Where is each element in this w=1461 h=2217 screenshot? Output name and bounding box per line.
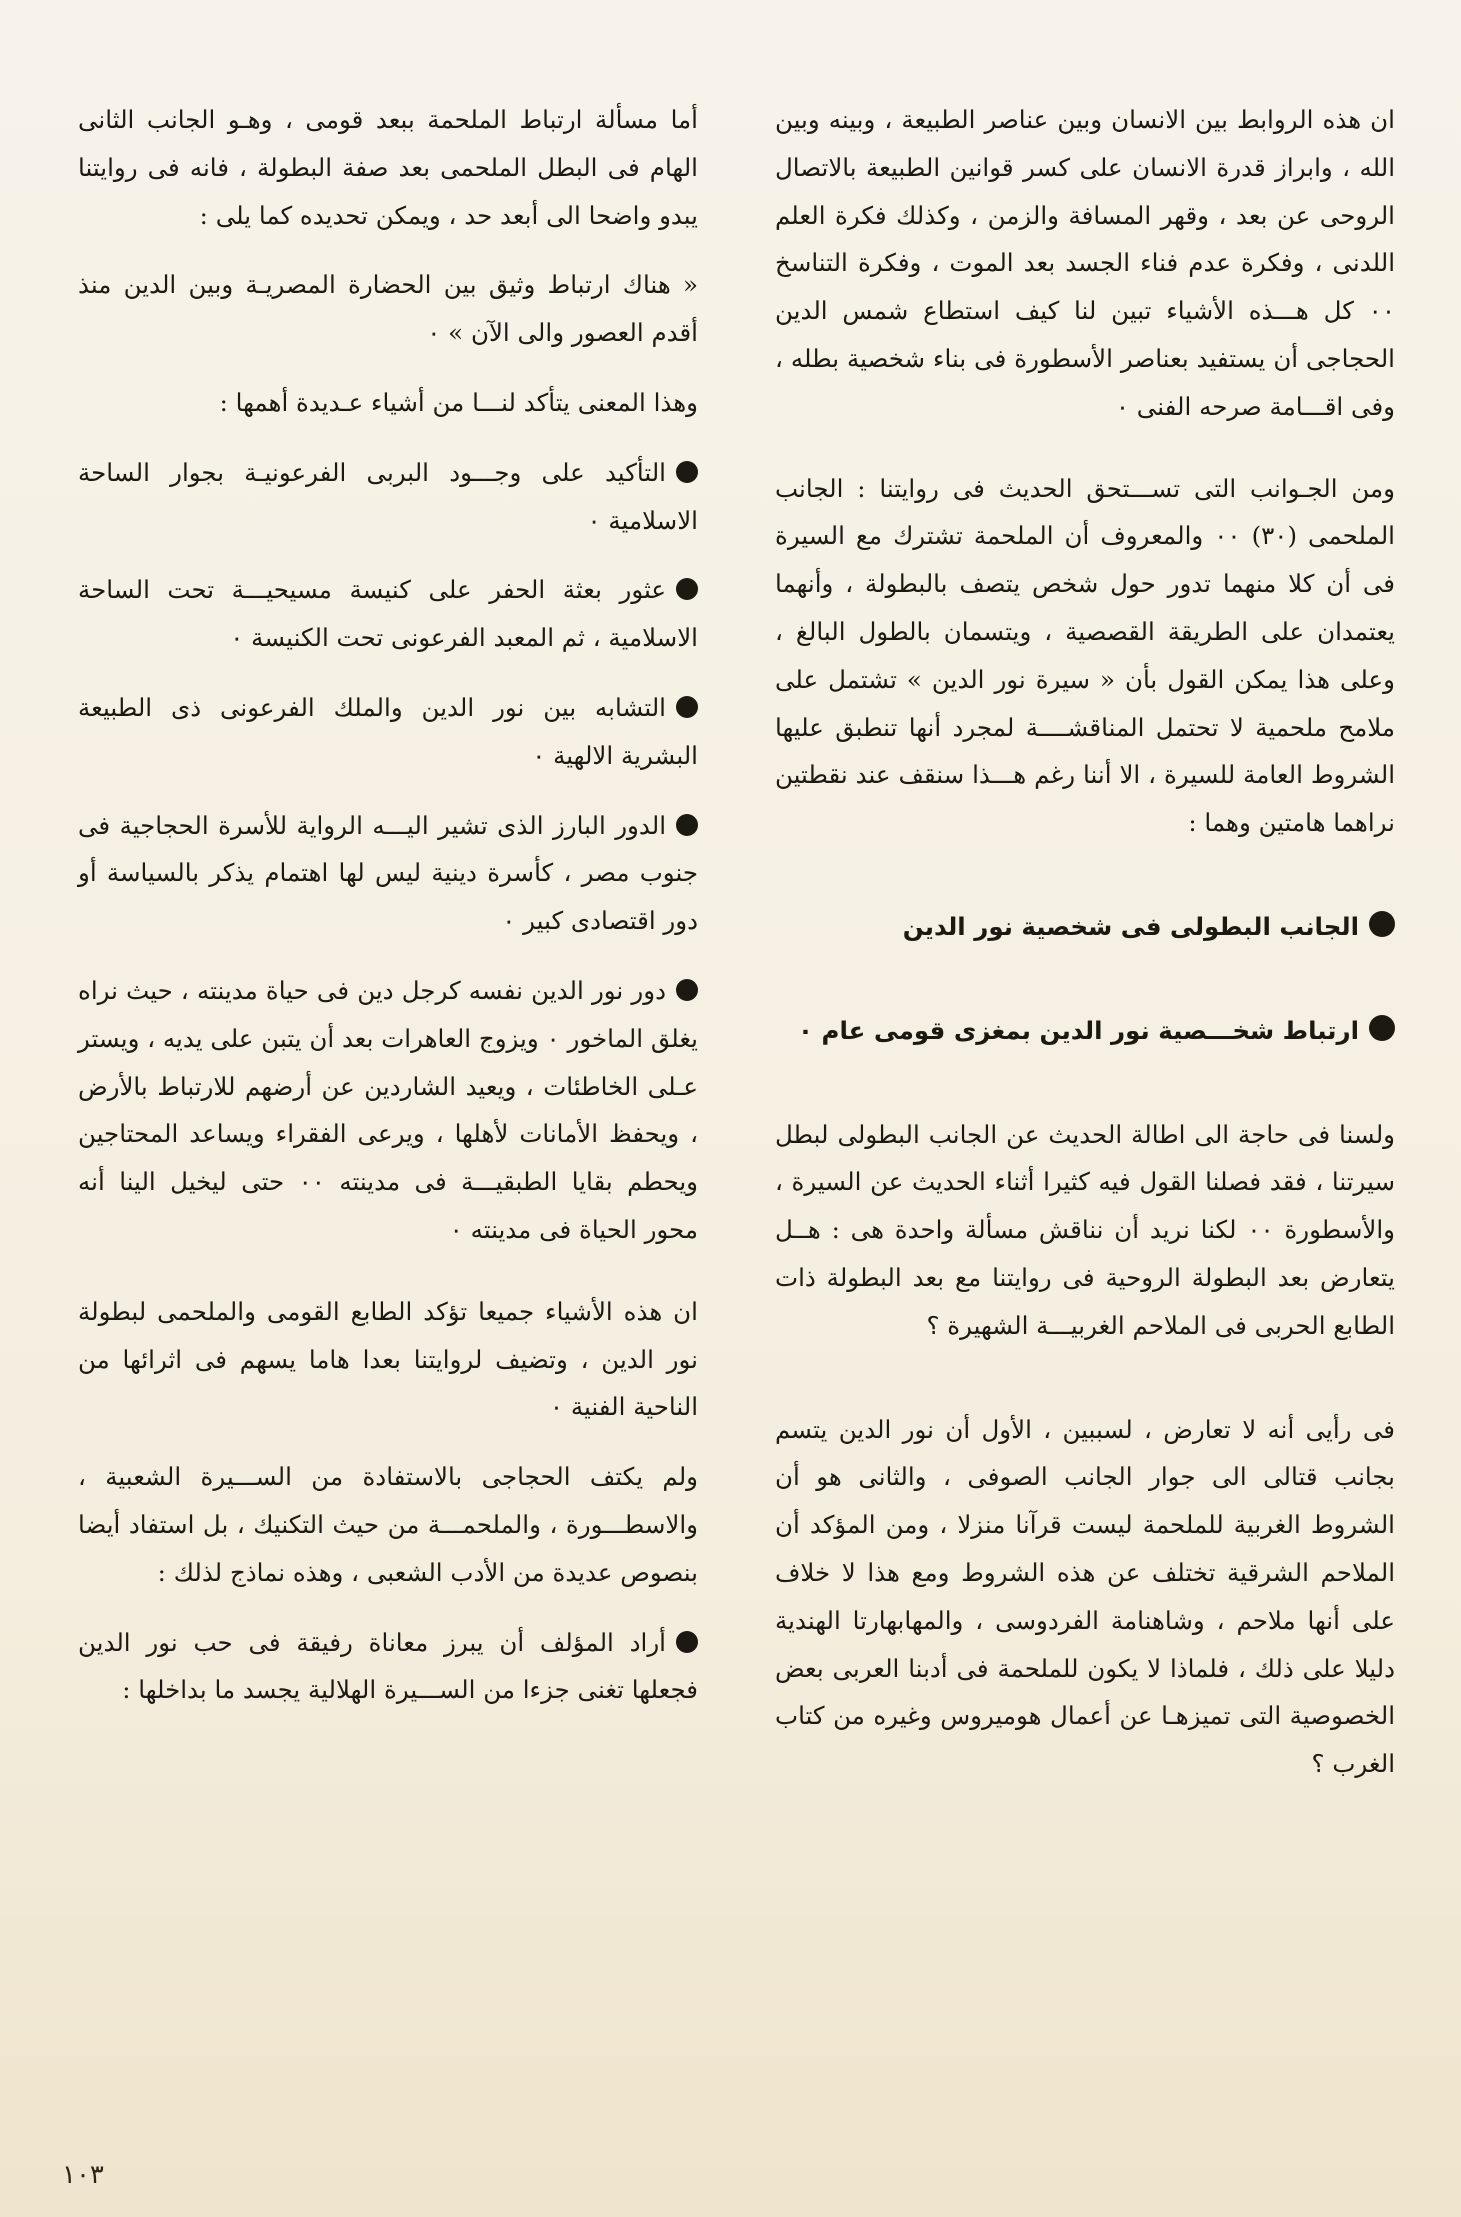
bullet-text: التشابه بين نور الدين والملك الفرعونى ذى الطبيعة البشرية الالهية ٠ xyxy=(78,692,698,770)
bullet-item xyxy=(78,566,698,662)
bullet-text: الدور البارز الذى تشير اليـــه الرواية للأسرة الحجاجية فى جنوب مصر ، كأسرة دينية ليس لها اهتمام يذكر بالسياسة أو دور اقتصادى كبير ٠ xyxy=(78,810,698,936)
paragraph: ومن الجـوانب التى تســـتحق الحديث فى روايتنا : الجانب الملحمى (٣٠) ٠٠ والمعروف أن الملحمة تشترك مع السيرة فى أن كلا منهما تدور حول شخص يتصف بالبطولة ، وأنهما يعتمدان على الطريقة القصصية ، ويتسمان بالطول البالغ ، وعلى هذا يمكن القول بأن « سيرة نور الدين » تشتمل على ملامح ملحمية لا تحتمل المناقشــــة لمجرد أنها تنطبق عليها الشروط العامة للسيرة ، الا أننا رغم هـــذا سنقف عند نقطتين نراهما هامتين وهما : xyxy=(775,473,1395,838)
bullet-item xyxy=(78,684,698,780)
section-heading xyxy=(775,1007,1395,1055)
section-heading xyxy=(775,903,1395,951)
bullet-icon xyxy=(676,461,698,483)
bullet-item xyxy=(78,967,698,1254)
bullet-icon xyxy=(676,1631,698,1653)
bullet-icon xyxy=(676,814,698,836)
paragraph: ان هذه الأشياء جميعا تؤكد الطابع القومى والملحمى لبطولة نور الدين ، وتضيف لروايتنا بعدا هاما يسهم فى اثرائها من الناحية الفنية ٠ xyxy=(78,1296,698,1422)
heading-text: الجانب البطولى فى شخصية نور الدين xyxy=(902,911,1359,941)
quote: « هناك ارتباط وثيق بين الحضارة المصريـة وبين الدين منذ أقدم العصور والى الآن » ٠ xyxy=(78,270,698,348)
bullet-item xyxy=(78,802,698,945)
bullet-icon xyxy=(676,979,698,1001)
paragraph: فى رأيى أنه لا تعارض ، لسببين ، الأول أن نور الدين يتسم بجانب قتالى الى جوار الجانب الصوفى ، والثانى هو أن الشروط الغربية للملحمة ليست قرآنا منزلا ، ومن المؤكد أن الملاحم الشرقية تختلف عن هذه الشروط ومع هذا لا خلاف على أنها ملاحم ، وشاهنامة الفردوسى ، والمهابهارتا الهندية دليلا على ذلك ، فلماذا لا يكون للملحمة فى أدبنا العربى بعض الخصوصية التى تميزهـا عن أعمال هوميروس وغيره من كتاب الغرب ؟ xyxy=(775,1414,1395,1779)
paragraph: ان هذه الروابط بين الانسان وبين عناصر الطبيعة ، وبينه وبين الله ، وابراز قدرة الانسان على كسر قوانين الطبيعة بالاتصال الروحى عن بعد ، وقهر المسافة والزمن ، وكذلك فكرة العلم اللدنى ، وفكرة عدم فناء الجسد بعد الموت ، وفكرة التناسخ ٠٠ كل هـــذه الأشياء تبين لنا كيف استطاع شمس الدين الحجاجى أن يستفيد بعناصر الأسطورة فى بناء شخصية بطله ، وفى اقـــامة صرحه الفنى ٠ xyxy=(775,105,1395,421)
paragraph: ولم يكتف الحجاجى بالاستفادة من الســـيرة الشعبية ، والاسطـــورة ، والملحمـــة من حيث التكنيك ، بل استفاد أيضا بنصوص عديدة من الأدب الشعبى ، وهذه نماذج لذلك : xyxy=(78,1462,698,1587)
right-column xyxy=(775,96,1395,1788)
paragraph: أما مسألة ارتباط الملحمة ببعد قومى ، وهـو الجانب الثانى الهام فى البطل الملحمى بعد صفة البطولة ، فانه فى روايتنا يبدو واضحا الى أبعد حد ، ويمكن تحديده كما يلى : xyxy=(78,105,698,230)
paragraph: وهذا المعنى يتأكد لنـــا من أشياء عـديدة أهمها : xyxy=(219,387,698,417)
bullet-text: دور نور الدين نفسه كرجل دين فى حياة مدينته ، حيث نراه يغلق الماخور ٠ ويزوج العاهرات بعد أن يتبن على يديه ، ويستر عـلى الخاطئات ، ويعيد الشاردين عن أرضهم للارتباط بالأرض ، ويحفظ الأمانات لأهلها ، ويرعى الفقراء ويساعد المحتاجين ويحطم بقايا الطبقيـــة فى مدينته ٠٠ حتى ليخيل الينا أنه محور الحياة فى مدينته ٠ xyxy=(78,975,699,1244)
heading-text: ارتباط شخـــصية نور الدين بمغزى قومى عام ٠ xyxy=(798,1015,1359,1045)
bullet-item xyxy=(78,449,698,545)
bullet-text: أراد المؤلف أن يبرز معاناة رفيقة فى حب نور الدين فجعلها تغنى جزءا من الســـيرة الهلالية يجسد ما بداخلها : xyxy=(78,1627,698,1705)
bullet-icon xyxy=(1369,1015,1395,1041)
page-number: ١٠٣ xyxy=(62,2160,104,2190)
bullet-item xyxy=(78,1619,698,1715)
bullet-icon xyxy=(676,578,698,600)
bullet-icon xyxy=(676,696,698,718)
left-column xyxy=(78,96,698,1714)
bullet-text: التأكيد على وجـــود البربى الفرعونيـة بجوار الساحة الاسلامية ٠ xyxy=(78,457,698,535)
bullet-text: عثور بعثة الحفر على كنيسة مسيحيـــة تحت الساحة الاسلامية ، ثم المعبد الفرعونى تحت الكنيسة ٠ xyxy=(78,575,698,653)
paragraph: ولسنا فى حاجة الى اطالة الحديث عن الجانب البطولى لبطل سيرتنا ، فقد فصلنا القول فيه كثيرا أثناء الحديث عن السيرة ، والأسطورة ٠٠ لكنا نريد أن نناقش مسألة واحدة هى : هــل يتعارض بعد البطولة الروحية فى روايتنا مع بعد البطولة ذات الطابع الحربى فى الملاحم الغربيـــة الشهيرة ؟ xyxy=(775,1119,1395,1340)
bullet-icon xyxy=(1369,911,1395,937)
